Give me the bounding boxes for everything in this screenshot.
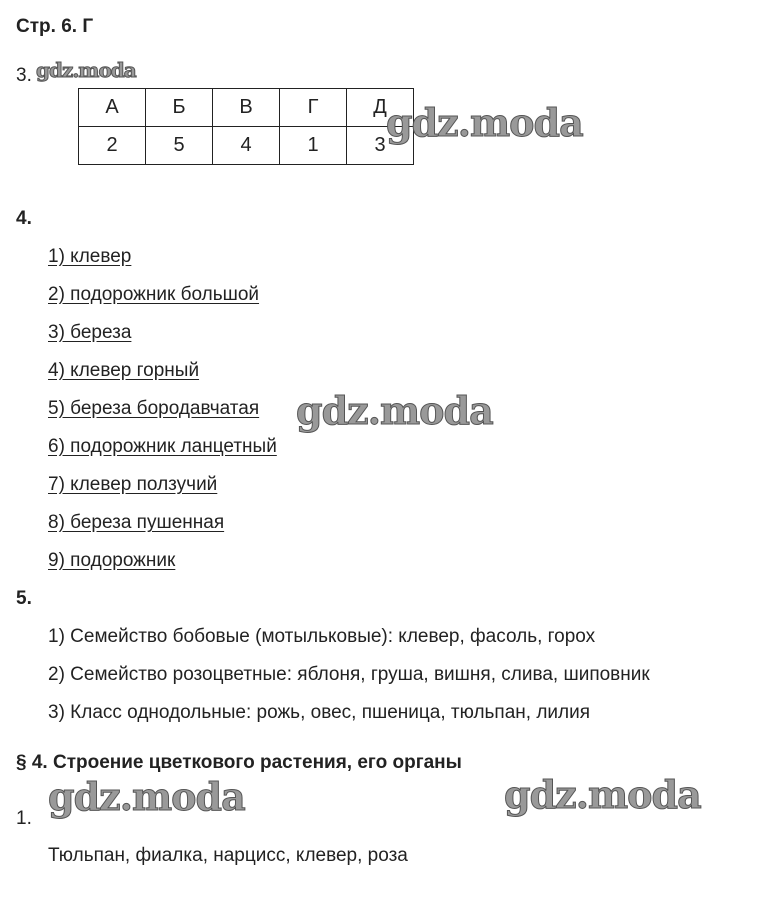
table-header-cell: А [79,89,146,127]
task-1-number: 1. [16,808,32,829]
table-cell: 1 [280,127,347,165]
task-5-number: 5. [16,588,32,609]
task-1-answer: Тюльпан, фиалка, нарцисс, клевер, роза [48,845,408,866]
task-4-number: 4. [16,208,32,229]
list-item: 8) береза пушенная [48,512,225,533]
page-title: Стр. 6. Г [16,16,94,37]
watermark-logo: gdz.moda [386,100,583,145]
watermark-logo: gdz.moda [36,58,136,82]
list-item: 5) береза бородавчатая [48,398,260,419]
section-heading: § 4. Строение цветкового растения, его органы [16,752,462,773]
watermark-logo: gdz.moda [504,772,701,817]
list-item: 7) клевер ползучий [48,474,218,495]
task-3-number: 3. [16,65,32,86]
list-item: 2) Семейство розоцветные: яблоня, груша, вишня, слива, шиповник [48,664,650,685]
list-item: 2) подорожник большой [48,284,260,305]
watermark-logo: gdz.moda [296,388,493,433]
list-item: 9) подорожник [48,550,176,571]
answer-table [78,88,414,165]
list-item: 3) береза [48,322,132,343]
table-cell: 2 [79,127,146,165]
table-header-cell: Г [280,89,347,127]
table-cell: 5 [146,127,213,165]
list-item: 1) клевер [48,246,132,267]
table-row [79,127,414,165]
watermark-logo: gdz.moda [48,774,245,819]
table-header-row [79,89,414,127]
list-item: 1) Семейство бобовые (мотыльковые): клевер, фасоль, горох [48,626,596,647]
list-item: 6) подорожник ланцетный [48,436,277,457]
table-header-cell: Б [146,89,213,127]
table-header-cell: В [213,89,280,127]
table-header-cell: Д [347,89,414,127]
list-item: 4) клевер горный [48,360,200,381]
list-item: 3) Класс однодольные: рожь, овес, пшеница, тюльпан, лилия [48,702,591,723]
table-cell: 4 [213,127,280,165]
table-cell: 3 [347,127,414,165]
